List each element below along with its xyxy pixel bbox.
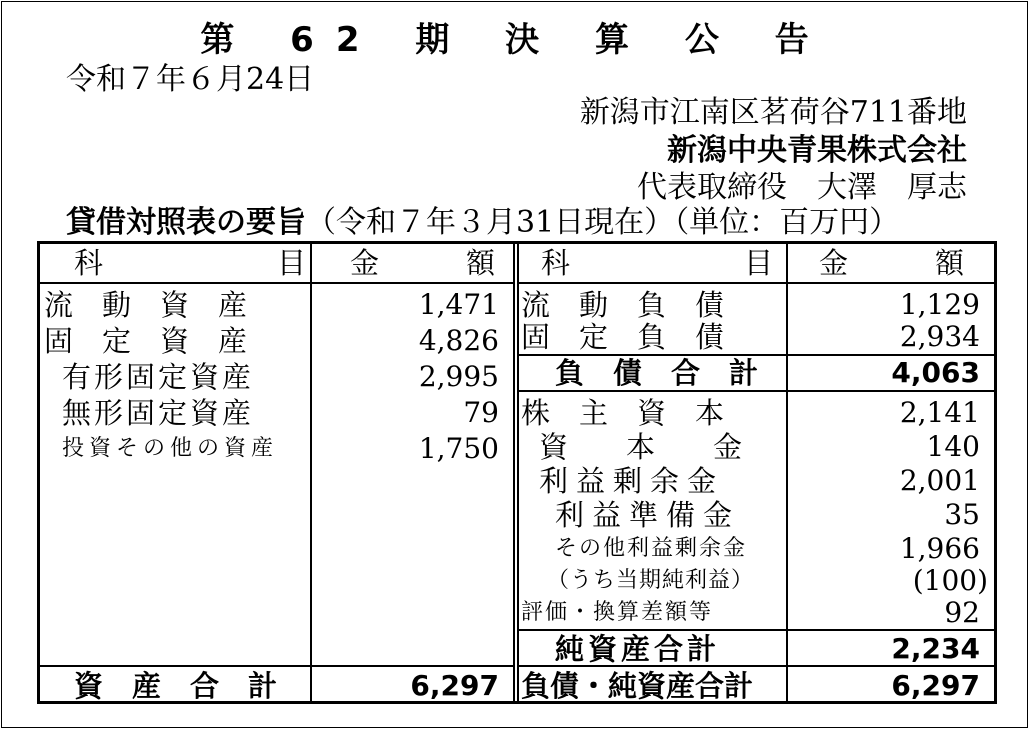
grand-total-value: 6,297 — [891, 669, 980, 702]
assets-total-value: 6,297 — [410, 669, 499, 702]
other-investments-label: 投資その他の資産 — [62, 436, 279, 461]
retained-earnings-label: 利益剰余金 — [539, 464, 725, 498]
retained-earnings-value: 2,001 — [899, 464, 980, 497]
assets-total-label: 資 産 合 計 — [74, 669, 278, 703]
intangible-assets-label: 無形固定資産 — [62, 396, 255, 430]
statement-heading — [66, 203, 899, 243]
liabilities-column — [519, 244, 994, 701]
statement-title: 貸借対照表の要旨 — [66, 205, 306, 240]
company-address: 新潟市江南区茗荷谷711番地 — [579, 95, 967, 130]
liabilities-total-label: 負 債 合 計 — [555, 356, 759, 390]
tangible-assets-value: 2,995 — [418, 360, 499, 393]
capital-stock-value: 140 — [926, 430, 980, 463]
company-name: 新潟中央青果株式会社 — [667, 133, 967, 168]
current-liabilities-label: 流 動 負 債 — [521, 288, 725, 322]
capital-stock-label: 資 本 金 — [539, 430, 743, 464]
liabilities-header-amount: 金 額 — [819, 246, 965, 280]
other-retained-label: その他利益剰余金 — [555, 536, 748, 561]
valuation-adjustments-value: 92 — [944, 596, 980, 629]
shareholders-equity-label: 株 主 資 本 — [521, 396, 725, 430]
fixed-liabilities-value: 2,934 — [899, 320, 980, 353]
net-income-label: （うち当期純利益） — [547, 568, 755, 593]
legal-reserve-value: 35 — [944, 498, 980, 531]
net-assets-total-value: 2,234 — [891, 632, 980, 665]
assets-column — [40, 244, 513, 701]
assets-header-item: 科 目 — [74, 246, 307, 280]
fixed-liabilities-label: 固 定 負 債 — [521, 320, 725, 354]
other-investments-value: 1,750 — [418, 432, 499, 465]
current-assets-value: 1,471 — [418, 288, 499, 321]
notice-date: 令和７年６月24日 — [66, 62, 315, 97]
valuation-adjustments-label: 評価・換算差額等 — [521, 600, 714, 625]
assets-header-amount: 金 額 — [350, 246, 496, 280]
page-title: 第 62 期 決 算 公 告 — [200, 20, 831, 60]
statement-date: （令和７年３月31日現在） — [306, 205, 675, 240]
other-retained-value: 1,966 — [899, 532, 980, 565]
balance-sheet-table — [37, 241, 997, 704]
representative: 代表取締役 大澤 厚志 — [637, 170, 967, 205]
intangible-assets-value: 79 — [463, 396, 499, 429]
net-assets-total-label: 純資産合計 — [555, 632, 721, 666]
grand-total-label: 負債・純資産合計 — [521, 669, 754, 703]
shareholders-equity-value: 2,141 — [899, 396, 980, 429]
liabilities-total-value: 4,063 — [891, 356, 980, 389]
current-assets-label: 流 動 資 産 — [44, 288, 248, 322]
statement-unit: （単位：百万円） — [674, 205, 900, 240]
fixed-assets-label: 固 定 資 産 — [44, 324, 248, 358]
current-liabilities-value: 1,129 — [899, 288, 980, 321]
legal-reserve-label: 利益準備金 — [555, 498, 741, 532]
net-income-value: (100) — [912, 564, 988, 597]
liabilities-header-item: 科 目 — [541, 246, 774, 280]
tangible-assets-label: 有形固定資産 — [62, 360, 255, 394]
fixed-assets-value: 4,826 — [418, 324, 499, 357]
